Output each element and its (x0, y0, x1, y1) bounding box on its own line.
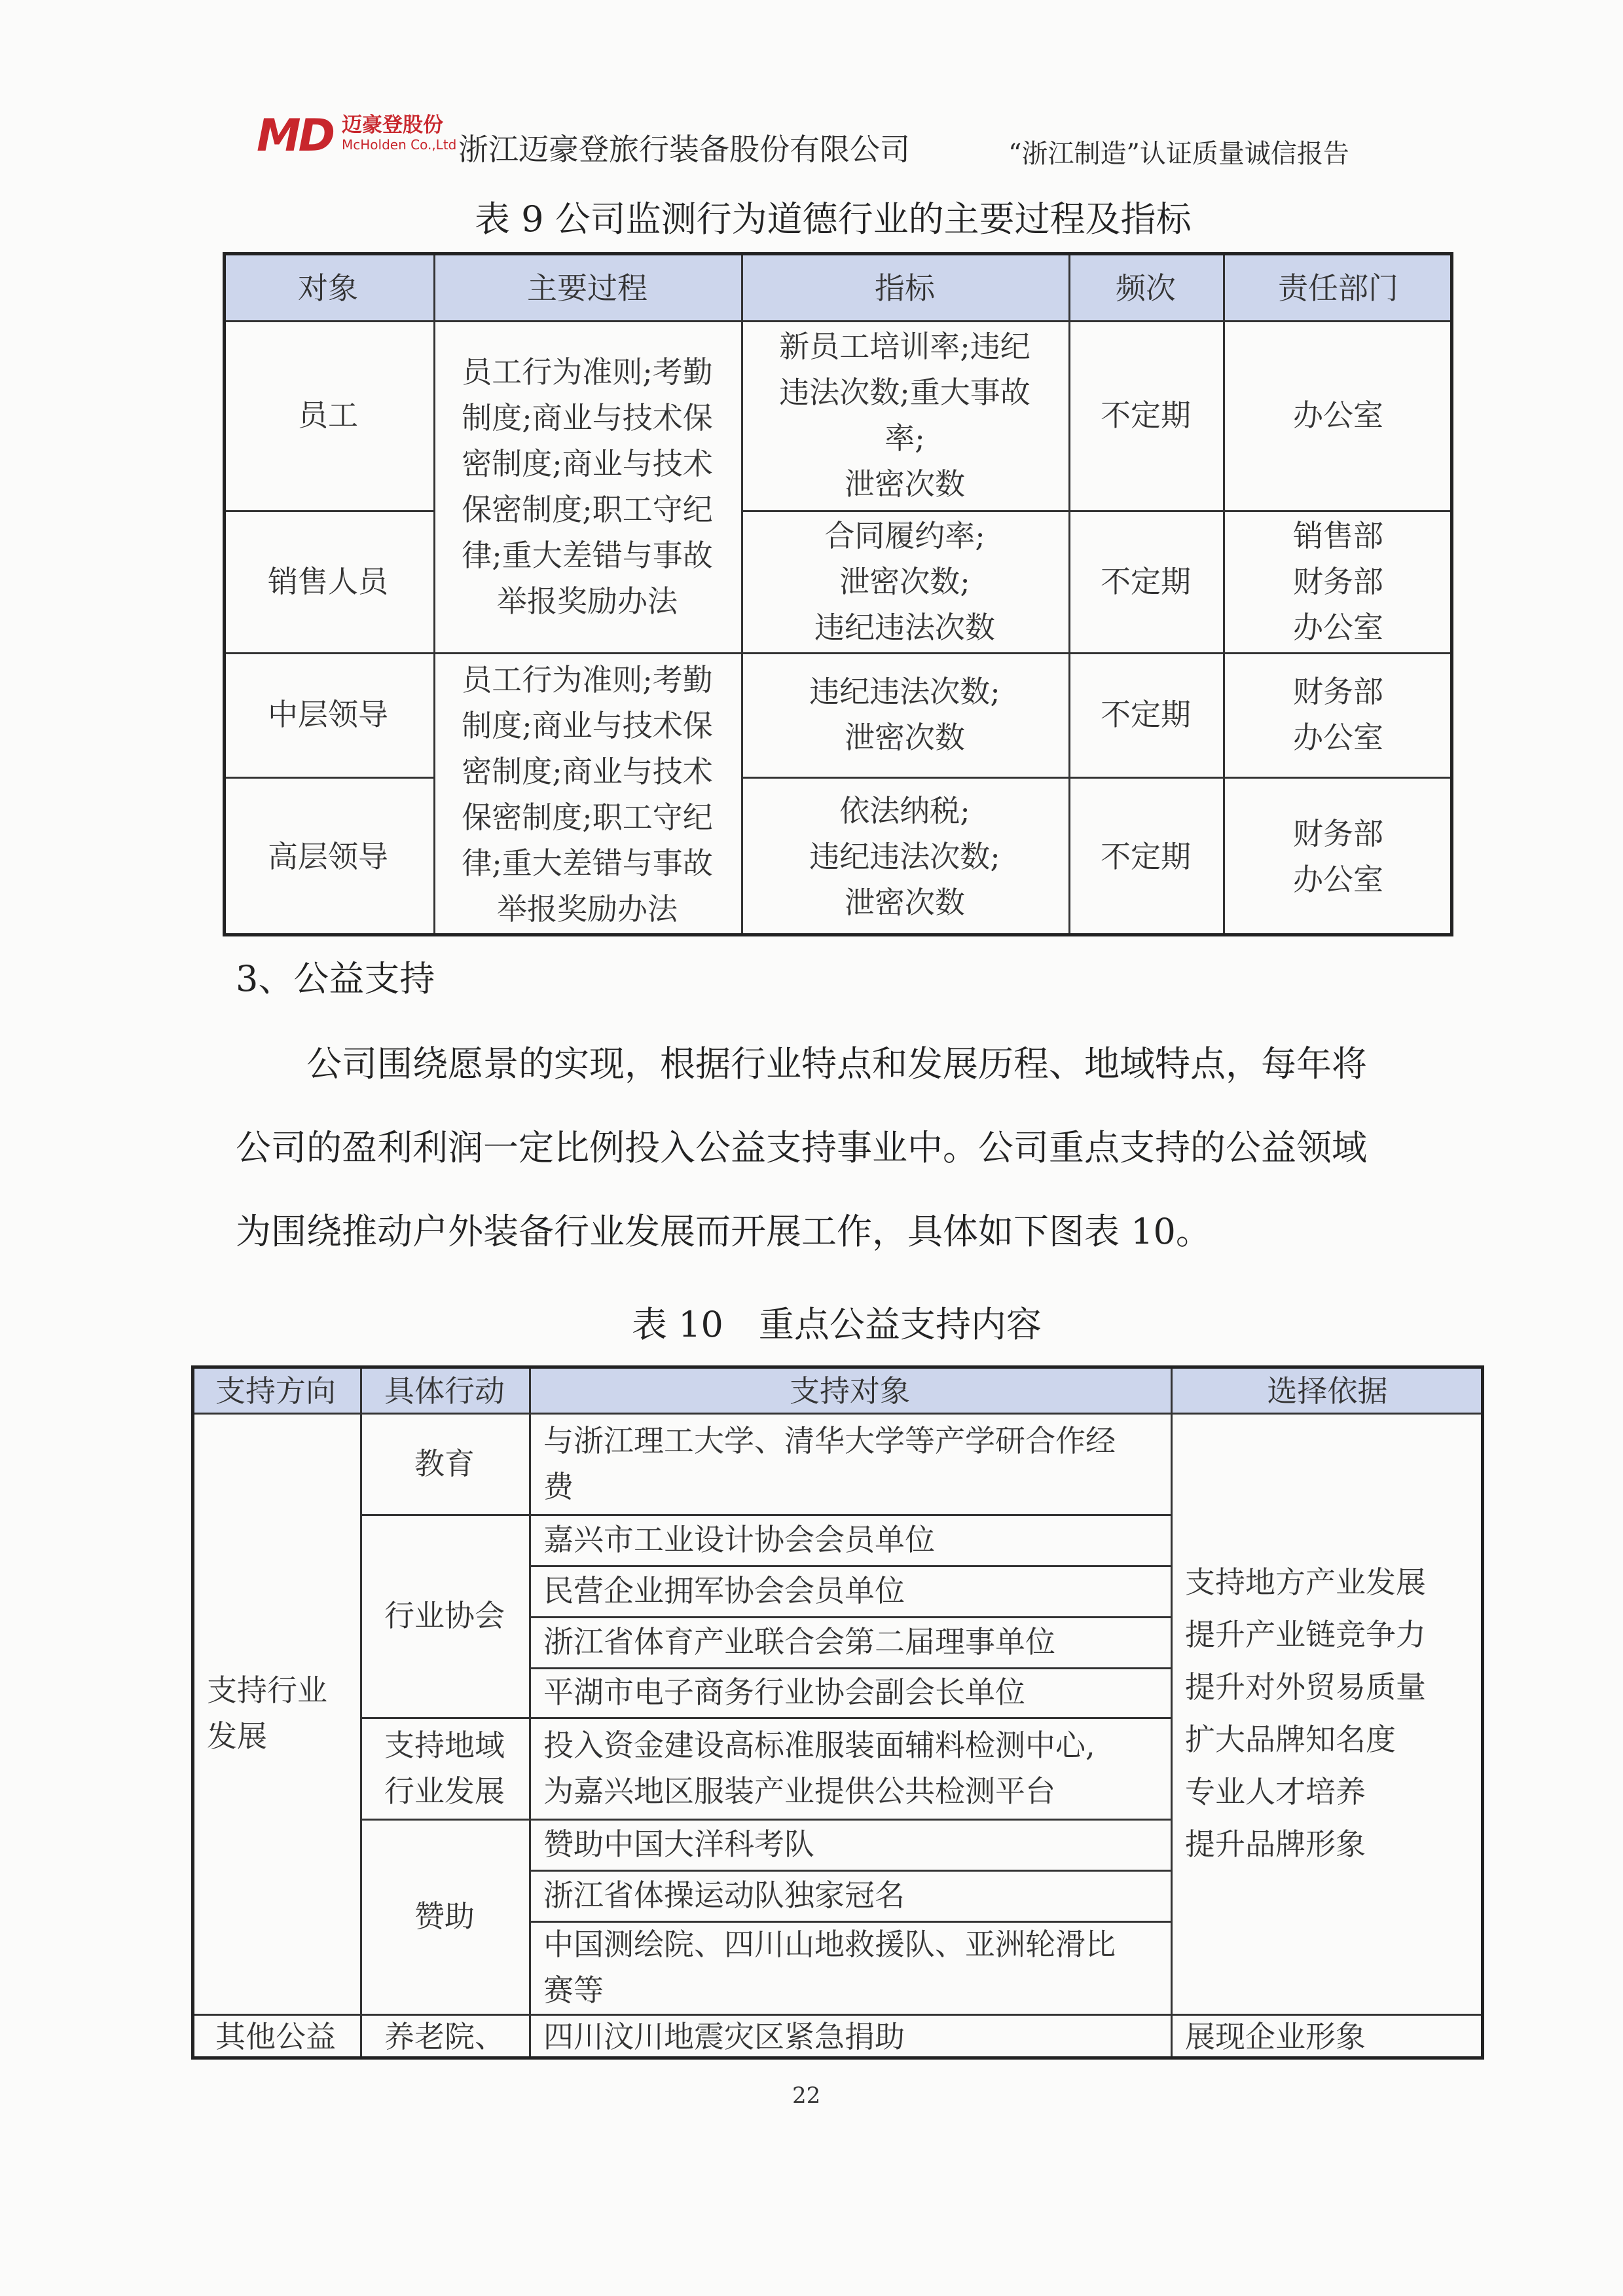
indicator-line: 违纪违法次数; (809, 839, 1000, 874)
table9-object-text: 中层领导 (268, 697, 388, 732)
indicator-line: 违法次数;重大事故 (779, 375, 1030, 410)
basis-line: 提升对外贸易质量 (1185, 1669, 1426, 1705)
basis-line: 提升产业链竞争力 (1185, 1617, 1426, 1652)
process-line: 举报奖励办法 (497, 583, 678, 619)
table9-caption: 表 9 公司监测行为道德行业的主要过程及指标 (475, 198, 1192, 240)
target-line: 浙江省体育产业联合会第二届理事单位 (543, 1624, 1055, 1659)
logo-chinese-name: 迈豪登股份 (342, 113, 443, 137)
target-line: 为嘉兴地区服装产业提供公共检测平台 (543, 1773, 1055, 1809)
basis-line: 支持地方产业发展 (1185, 1565, 1426, 1600)
indicator-line: 泄密次数 (845, 885, 965, 920)
department-line: 办公室 (1293, 720, 1383, 755)
department-line: 财务部 (1293, 816, 1383, 851)
frequency-text: 不定期 (1101, 697, 1191, 732)
process-line: 保密制度;职工守纪 (462, 491, 713, 527)
target-line: 嘉兴市工业设计协会会员单位 (543, 1522, 935, 1557)
action-text: 支持地域 (384, 1727, 505, 1763)
direction-line: 发展 (207, 1718, 267, 1754)
process-line: 员工行为准则;考勤 (462, 662, 713, 697)
target-line: 民营企业拥军协会会员单位 (543, 1573, 905, 1608)
frequency-text: 不定期 (1101, 563, 1191, 599)
target-line: 浙江省体操运动队独家冠名 (543, 1878, 905, 1913)
process-line: 保密制度;职工守纪 (462, 800, 713, 835)
department-line: 办公室 (1293, 609, 1383, 645)
department-line: 办公室 (1293, 862, 1383, 897)
table10-header-direction: 支持方向 (191, 1365, 360, 1413)
action-text: 养老院、 (384, 2019, 505, 2054)
process-line: 密制度;商业与技术 (462, 445, 713, 481)
basis-line: 专业人才培养 (1185, 1774, 1366, 1809)
frequency-text: 不定期 (1101, 398, 1191, 433)
indicator-line: 率; (884, 420, 925, 456)
target-line: 平湖市电子商务行业协会副会长单位 (543, 1675, 1025, 1710)
indicator-line: 泄密次数; (839, 563, 970, 599)
company-logo (257, 110, 460, 162)
table10-header-action: 具体行动 (360, 1365, 529, 1413)
department-line: 办公室 (1293, 398, 1383, 433)
table10-header-basis: 选择依据 (1171, 1365, 1484, 1413)
process-line: 密制度;商业与技术 (462, 754, 713, 789)
table-frame (223, 252, 1453, 936)
indicator-line: 泄密次数 (845, 466, 965, 502)
target-line: 四川汶川地震灾区紧急捐助 (543, 2019, 905, 2054)
process-line: 举报奖励办法 (497, 891, 678, 927)
table9-header-process: 主要过程 (433, 252, 741, 320)
target-line: 投入资金建设高标准服装面辅料检测中心, (543, 1727, 1095, 1763)
process-line: 员工行为准则;考勤 (462, 354, 713, 390)
basis-line: 扩大品牌知名度 (1185, 1722, 1396, 1757)
action-text: 行业发展 (384, 1773, 505, 1809)
process-line: 律;重大差错与事故 (462, 537, 713, 573)
target-line: 赛等 (543, 1972, 604, 2008)
paragraph-line: 为围绕推动户外装备行业发展而开展工作，具体如下图表 10。 (236, 1211, 1211, 1252)
table10 (191, 1365, 1484, 2060)
logo-mark: MD (257, 110, 333, 162)
target-line: 赞助中国大洋科考队 (543, 1826, 814, 1862)
header-report-title: “浙江制造”认证质量诚信报告 (1008, 139, 1349, 169)
section-heading: 3、公益支持 (236, 958, 435, 999)
target-line: 与浙江理工大学、清华大学等产学研合作经 (543, 1422, 1116, 1458)
table9-object-text: 销售人员 (268, 563, 388, 599)
table10-caption: 表 10 重点公益支持内容 (632, 1304, 1042, 1345)
target-line: 中国测绘院、四川山地救援队、亚洲轮滑比 (543, 1927, 1116, 1962)
table9-header-frequency: 频次 (1068, 252, 1223, 320)
table10-header-target: 支持对象 (529, 1365, 1171, 1413)
page-number: 22 (792, 2083, 821, 2109)
paragraph-line: 公司的盈利利润一定比例投入公益支持事业中。公司重点支持的公益领域 (236, 1127, 1367, 1168)
direction-line: 其他公益 (215, 2019, 336, 2054)
indicator-line: 合同履约率; (824, 517, 985, 553)
process-line: 制度;商业与技术保 (462, 399, 713, 435)
department-line: 财务部 (1293, 674, 1383, 709)
process-line: 律;重大差错与事故 (462, 845, 713, 881)
logo-english-name: McHolden Co.,Ltd (342, 137, 457, 153)
basis-line: 展现企业形象 (1185, 2019, 1366, 2054)
indicator-line: 新员工培训率;违纪 (779, 329, 1030, 364)
department-line: 销售部 (1293, 517, 1383, 553)
direction-line: 支持行业 (207, 1673, 327, 1708)
header-company-name: 浙江迈豪登旅行装备股份有限公司 (458, 132, 910, 167)
basis-line: 提升品牌形象 (1185, 1826, 1366, 1862)
table9-header-object: 对象 (223, 252, 433, 320)
table9 (223, 252, 1453, 936)
indicator-line: 依法纳税; (839, 793, 970, 828)
frequency-text: 不定期 (1101, 839, 1191, 874)
action-text: 赞助 (414, 1898, 475, 1934)
action-text: 行业协会 (384, 1598, 505, 1633)
indicator-line: 违纪违法次数; (809, 674, 1000, 709)
action-text: 教育 (414, 1445, 475, 1481)
table-frame (191, 1365, 1484, 2060)
indicator-line: 违纪违法次数 (814, 609, 995, 645)
department-line: 财务部 (1293, 563, 1383, 599)
paragraph-line: 公司围绕愿景的实现，根据行业特点和发展历程、地域特点，每年将 (306, 1043, 1367, 1084)
target-line: 费 (543, 1468, 574, 1504)
table9-object-text: 高层领导 (268, 839, 388, 874)
table9-header-indicator: 指标 (741, 252, 1068, 320)
process-line: 制度;商业与技术保 (462, 708, 713, 743)
indicator-line: 泄密次数 (845, 720, 965, 755)
table9-object-text: 员工 (298, 398, 358, 433)
table9-header-department: 责任部门 (1223, 252, 1453, 320)
